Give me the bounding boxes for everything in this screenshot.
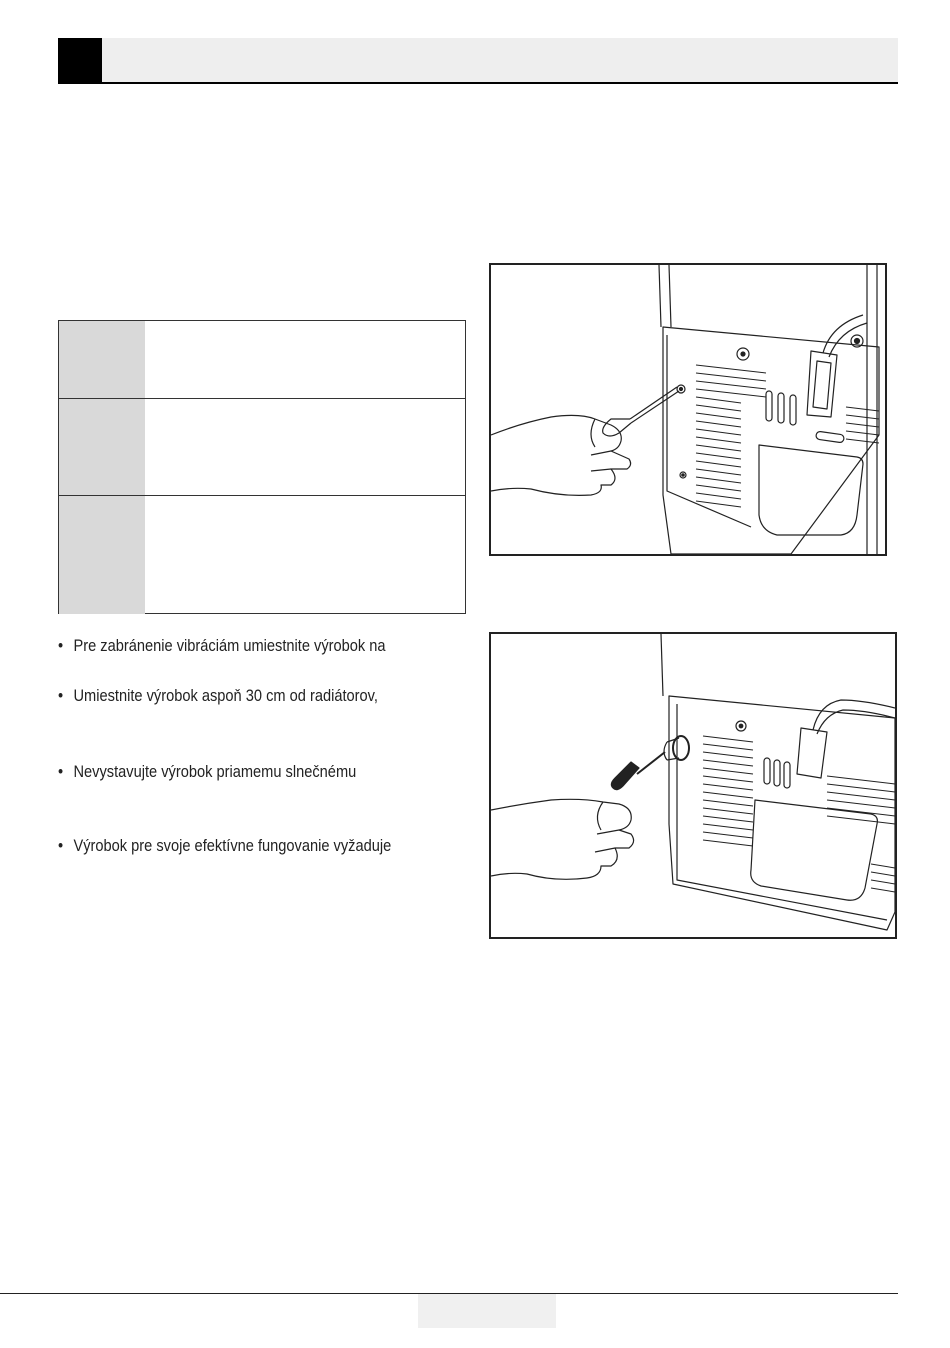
temperature-range-cell xyxy=(145,399,465,495)
list-item-text: Nevystavujte výrobok priamemu slnečnému xyxy=(73,762,357,781)
figure-remove-screw xyxy=(489,263,887,556)
table-row xyxy=(59,399,465,496)
bullet-marker: • xyxy=(58,686,64,705)
section-number-block xyxy=(58,38,102,82)
illustration-hand-spacer-back-panel xyxy=(491,634,895,937)
temperature-range-cell xyxy=(145,496,465,614)
list-item-text: Umiestnite výrobok aspoň 30 cm od radiátorov, xyxy=(73,686,378,705)
bullet-marker: • xyxy=(58,636,64,655)
illustration-hand-screwdriver-back-panel xyxy=(491,265,885,554)
list-item xyxy=(58,636,386,656)
temperature-range-cell xyxy=(145,321,465,398)
climate-class-table xyxy=(58,320,466,614)
list-item-text: Výrobok pre svoje efektívne fungovanie vyžaduje xyxy=(73,836,392,855)
climate-class-cell xyxy=(59,496,145,614)
list-item xyxy=(58,686,378,706)
bullet-marker: • xyxy=(58,762,64,781)
list-item-text: Pre zabránenie vibráciám umiestnite výrobok na xyxy=(73,636,386,655)
section-header-bar xyxy=(58,38,898,84)
climate-class-cell xyxy=(59,399,145,495)
list-item xyxy=(58,762,356,782)
page-number-box xyxy=(418,1294,556,1328)
figure-insert-spacer xyxy=(489,632,897,939)
table-row xyxy=(59,496,465,614)
climate-class-cell xyxy=(59,321,145,398)
table-row xyxy=(59,321,465,399)
list-item xyxy=(58,836,391,856)
bullet-marker: • xyxy=(58,836,64,855)
